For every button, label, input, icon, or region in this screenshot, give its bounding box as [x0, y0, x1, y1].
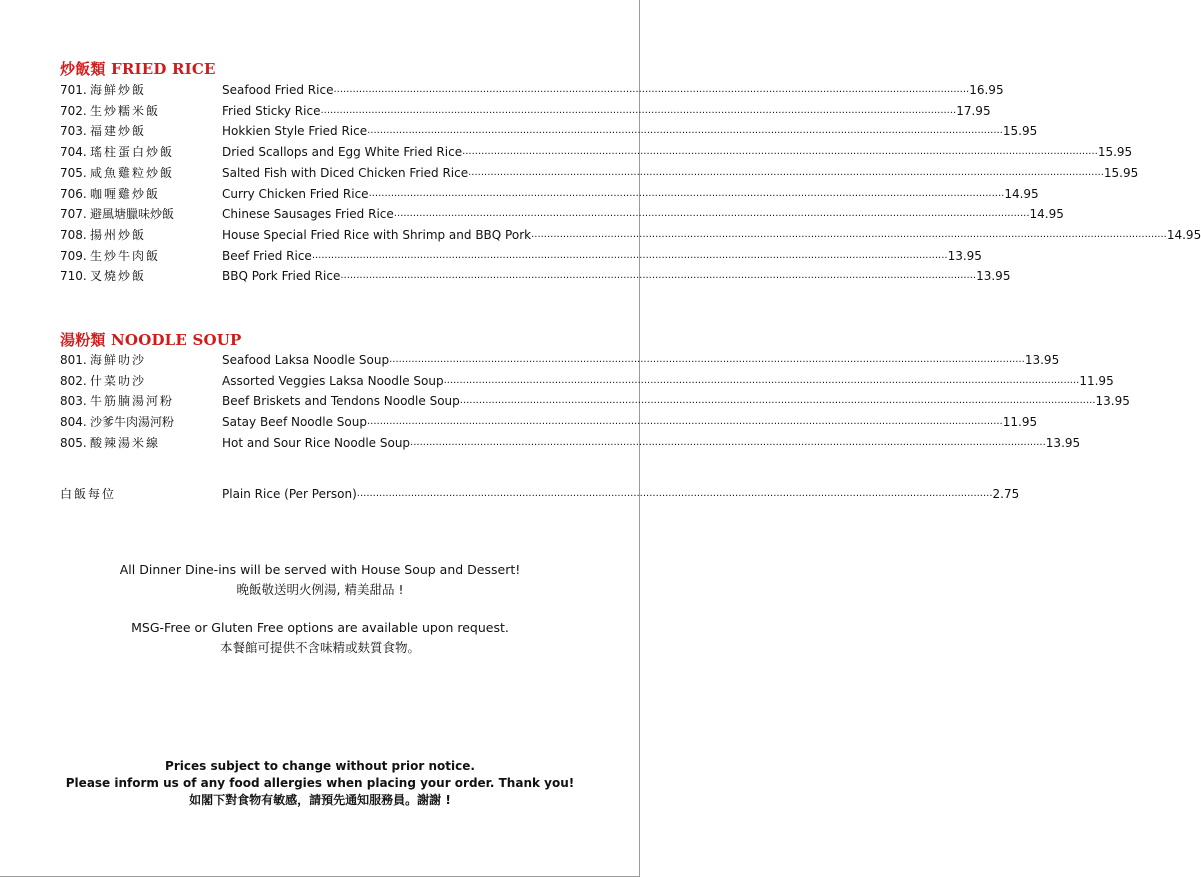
item-chinese-name: 咖喱雞炒飯 [90, 186, 161, 201]
menu-item [60, 225, 1201, 245]
footer-allergy-notice-chinese: 如閣下對食物有敏感，請預先通知服務員。謝謝 ! [189, 793, 451, 807]
item-number: 707. [60, 207, 87, 222]
dot-leader: ........................................................................................................................................................................................................ [333, 84, 970, 95]
menu-item-plain-rice [60, 484, 1020, 504]
item-english-name: Hot and Sour Rice Noodle Soup [222, 435, 411, 450]
item-chinese-name: 生炒牛肉飯 [90, 248, 161, 263]
dot-leader: ........................................................................................................................................................................................................ [367, 125, 1003, 137]
dot-leader: ........................................................................................................................................................................................................ [320, 104, 957, 116]
item-number: 804. [60, 415, 87, 430]
dot-leader: ........................................................................................................................................................................................................ [368, 187, 1005, 199]
item-chinese-name: 什菜叻沙 [90, 373, 147, 388]
item-english-name: Chinese Sausages Fried Rice [222, 207, 394, 222]
item-english-name: Seafood Fried Rice [222, 83, 334, 97]
item-price: 15.95 [1002, 124, 1038, 139]
menu-item [60, 163, 1139, 183]
dot-leader: ........................................................................................................................................................................................................ [459, 395, 1096, 407]
item-chinese-name: 叉燒炒飯 [90, 269, 147, 284]
item-chinese-name: 咸魚雞粒炒飯 [90, 165, 175, 180]
footer-price-notice: Prices subject to change without prior notice. [165, 759, 475, 773]
item-english-name: Dried Scallops and Egg White Fried Rice [222, 145, 463, 160]
item-english-name: Beef Briskets and Tendons Noodle Soup [222, 394, 460, 409]
menu-item [60, 391, 1130, 411]
menu-item [60, 350, 1060, 370]
item-price: 17.95 [956, 103, 991, 118]
item-chinese-name: 揚州炒飯 [90, 227, 147, 242]
msg-note-english: MSG-Free or Gluten Free options are available upon request. [131, 620, 509, 635]
item-chinese-name: 牛筋腩湯河粉 [90, 394, 175, 409]
footer-allergy-notice: Please inform us of any food allergies when placing your order. Thank you! [65, 776, 575, 790]
item-chinese-name: 白飯每位 [60, 487, 117, 501]
item-english-name: Fried Sticky Rice [222, 103, 321, 118]
item-number: 704. [60, 145, 87, 160]
item-price: 14.95 [1029, 207, 1064, 222]
item-english-name: House Special Fried Rice with Shrimp and BBQ Pork [222, 227, 532, 242]
item-price: 13.95 [1095, 394, 1130, 409]
item-english-name: Curry Chicken Fried Rice [222, 186, 369, 201]
item-price: 2.75 [992, 487, 1020, 501]
item-price: 13.95 [976, 269, 1011, 284]
dot-leader: ........................................................................................................................................................................................................ [393, 208, 1030, 220]
menu-item [60, 142, 1133, 162]
item-number: 801. [60, 353, 87, 367]
item-price: 13.95 [1024, 353, 1060, 367]
item-chinese-name: 福建炒飯 [90, 124, 147, 139]
item-number: 703. [60, 124, 87, 139]
dot-leader: ........................................................................................................................................................................................................ [311, 249, 948, 261]
dot-leader: ........................................................................................................................................................................................................ [389, 354, 1025, 365]
item-chinese-name: 酸辣湯米線 [90, 435, 161, 450]
item-english-name: Beef Fried Rice [222, 248, 312, 263]
item-number: 710. [60, 269, 87, 284]
item-chinese-name: 海鮮叻沙 [90, 353, 147, 367]
dinner-note-chinese: 晚飯敬送明火例湯, 精美甜品 ! [236, 582, 404, 597]
item-number: 705. [60, 165, 87, 180]
menu-item [60, 433, 1081, 453]
item-number: 706. [60, 186, 87, 201]
dot-leader: ........................................................................................................................................................................................................ [340, 270, 977, 282]
menu-item [60, 184, 1039, 204]
item-number: 805. [60, 435, 87, 450]
item-price: 11.95 [1079, 373, 1114, 388]
item-price: 13.95 [1045, 435, 1081, 450]
dot-leader: ........................................................................................................................................................................................................ [366, 416, 1003, 428]
item-price: 15.95 [1103, 165, 1139, 180]
item-chinese-name: 生炒糯米飯 [90, 103, 161, 118]
item-price: 13.95 [947, 248, 982, 263]
dot-leader: ........................................................................................................................................................................................................ [462, 146, 1098, 158]
dinner-note-english: All Dinner Dine-ins will be served with House Soup and Dessert! [119, 562, 521, 577]
menu-item [60, 80, 1004, 100]
menu-item [60, 266, 1011, 286]
item-price: 16.95 [969, 83, 1004, 97]
section-title-noodle-soup: 湯粉類 NOODLE SOUP [60, 331, 242, 349]
dot-leader: ........................................................................................................................................................................................................ [443, 374, 1080, 386]
dot-leader: ........................................................................................................................................................................................................ [468, 166, 1104, 178]
menu-item [60, 246, 982, 266]
item-english-name: Satay Beef Noodle Soup [222, 415, 367, 430]
item-english-name: Hokkien Style Fried Rice [222, 124, 368, 139]
menu-item [60, 412, 1038, 432]
item-price: 14.95 [1166, 227, 1201, 242]
item-price: 14.95 [1004, 186, 1039, 201]
item-number: 709. [60, 248, 87, 263]
item-english-name: Salted Fish with Diced Chicken Fried Rice [222, 165, 469, 180]
item-chinese-name: 避風塘臘味炒飯 [90, 207, 175, 222]
menu-item [60, 371, 1114, 391]
item-english-name: Assorted Veggies Laksa Noodle Soup [222, 373, 444, 388]
menu-item [60, 121, 1038, 141]
item-number: 701. [60, 83, 87, 97]
item-chinese-name: 海鮮炒飯 [90, 83, 147, 97]
msg-note-chinese: 本餐館可提供不含味精或麸質食物。 [219, 640, 420, 655]
item-number: 702. [60, 103, 87, 118]
item-english-name: Seafood Laksa Noodle Soup [222, 353, 390, 367]
item-chinese-name: 沙爹牛肉湯河粉 [90, 415, 175, 430]
dot-leader: ........................................................................................................................................................................................................ [531, 228, 1167, 240]
dot-leader: ........................................................................................................................................................................................................ [410, 436, 1046, 448]
item-number: 708. [60, 227, 87, 242]
menu-item [60, 101, 991, 121]
item-english-name: BBQ Pork Fried Rice [222, 269, 341, 284]
item-chinese-name: 瑤柱蛋白炒飯 [90, 145, 175, 160]
item-number: 802. [60, 373, 87, 388]
item-price: 15.95 [1097, 145, 1133, 160]
menu-item [60, 204, 1064, 224]
section-title-fried-rice: 炒飯類 FRIED RICE [60, 60, 216, 78]
item-english-name: Plain Rice (Per Person) [222, 487, 357, 501]
dot-leader: ........................................................................................................................................................................................................ [356, 488, 993, 499]
item-price: 11.95 [1002, 415, 1038, 430]
item-number: 803. [60, 394, 87, 409]
